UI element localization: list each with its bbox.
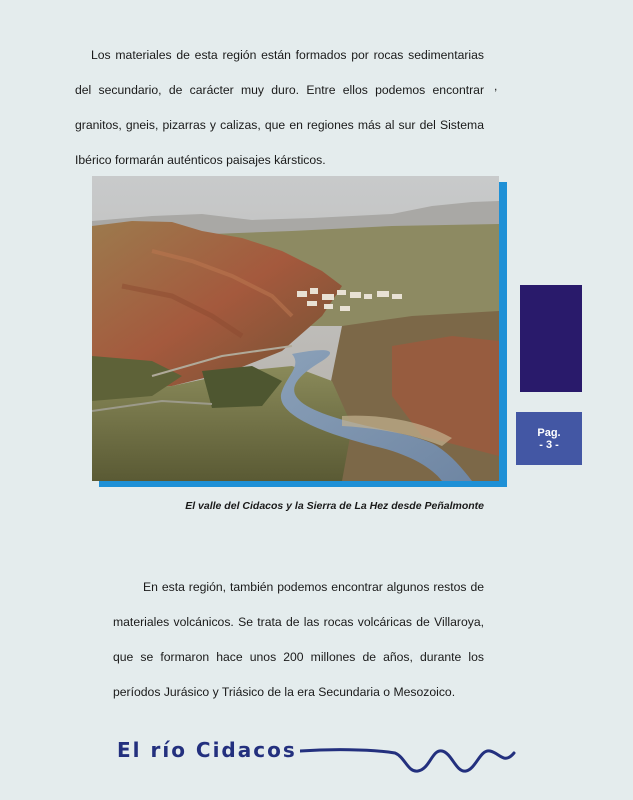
volcanic-paragraph: En esta región, también podemos encontrar algunos restos de materiales volcánicos. Se trata de las rocas volcáricas de Villaroya, que se formaron hace unos 200 millones de años, durante los períodos Jurásico y Triásico de la era Secundaria o Mesozoico.	[113, 580, 484, 699]
landscape-photo-icon	[92, 176, 499, 481]
footer-title: El río Cidacos	[117, 738, 297, 762]
intro-paragraph: Los materiales de esta región están formados por rocas sedimentarias del secundario, de carácter muy duro. Entre ellos podemos encontrar granitos, gneis, pizarras y calizas, que en regiones más al sur del Sistema Ibérico formarán auténticos paisajes kársticos.	[75, 48, 484, 167]
page-label: Pag.	[537, 426, 561, 439]
photo-caption: El valle del Cidacos y la Sierra de La Hez desde Peñalmonte	[185, 500, 484, 512]
side-decorative-block	[520, 285, 582, 392]
page-number: - 3 -	[539, 438, 559, 451]
page-number-box	[516, 412, 582, 465]
wave-icon	[300, 735, 520, 780]
landscape-photo	[92, 176, 499, 481]
stray-comma: ,	[494, 79, 498, 93]
